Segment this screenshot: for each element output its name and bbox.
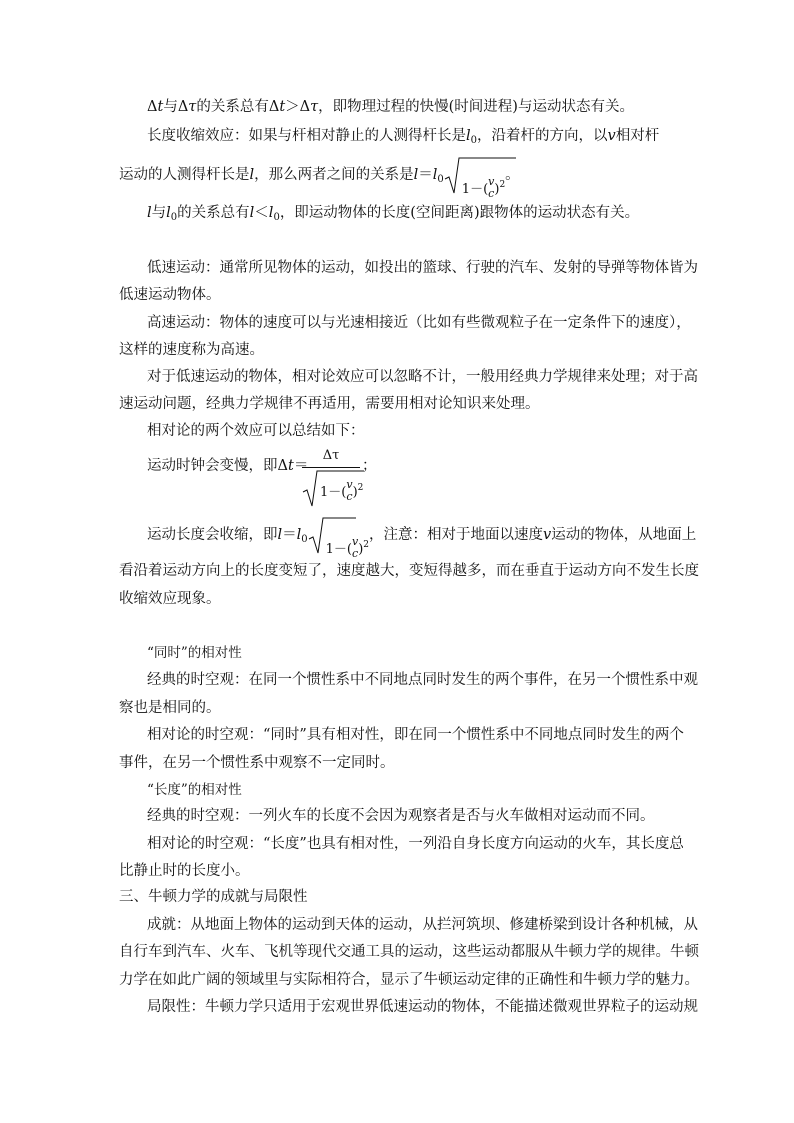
- paragraph-relativistic-length-cont: 比静止时的长度小。: [119, 863, 250, 879]
- var-l: l: [413, 167, 419, 183]
- var-t: t: [287, 458, 294, 474]
- paragraph-relativistic-length: 相对论的时空观：“长度”也具有相对性，一列沿自身长度方向运动的火车，其长度总: [147, 836, 684, 852]
- text-group: [147, 456, 308, 476]
- paragraph-limitations: 局限性：牛顿力学只适用于宏观世界低速运动的物体，不能描述微观世界粒子的运动规: [147, 999, 698, 1015]
- text: 与: [163, 99, 178, 115]
- denominator: c: [352, 546, 359, 560]
- sqrt-formula: [444, 155, 506, 200]
- radical-sign: [308, 515, 359, 555]
- text: Δ: [268, 99, 280, 115]
- v-over-c: [352, 536, 358, 560]
- text: ): [358, 542, 364, 557]
- text: ，沿着杆的方向，以: [477, 128, 608, 144]
- var-l: l: [466, 128, 471, 144]
- var-v: v: [607, 128, 616, 144]
- text: 运动长度会收缩，即: [147, 527, 278, 543]
- var-l: l: [277, 527, 283, 543]
- text: 相对杆: [615, 128, 660, 144]
- text: ＞: [285, 99, 300, 115]
- text: 运动的物体，从地面上: [551, 527, 697, 543]
- sqrt-formula: [308, 515, 370, 560]
- text: Δ: [177, 99, 189, 115]
- text: ，注意：相对于地面以速度: [369, 527, 544, 543]
- paragraph-low-speed-cont: 低速运动物体。: [119, 287, 221, 303]
- text: Δ: [299, 99, 311, 115]
- paragraph-achievements-cont: 自行车到汽车、火车、飞机等现代交通工具的运动，这些运动都服从牛顿力学的规律。牛顿: [119, 944, 699, 960]
- numerator: v: [346, 477, 353, 491]
- var-l: l: [249, 205, 255, 221]
- text: 与: [151, 205, 167, 221]
- numerator: v: [352, 534, 359, 548]
- text: ＜: [254, 205, 269, 221]
- text: 长度收缩效应：如果与杆相对静止的人测得杆长是: [147, 128, 466, 144]
- text: ＝: [282, 527, 297, 543]
- text: ，即物理过程的快慢(时间进程)与运动状态有关。: [318, 99, 634, 115]
- heading-length: “长度”的相对性: [147, 782, 242, 798]
- subscript: 0: [170, 212, 178, 223]
- heading-simultaneity: “同时”的相对性: [147, 645, 242, 661]
- paragraph-classical-simultaneity-cont: 察也是相同的。: [119, 700, 221, 716]
- text: 运动的人测得杆长是: [119, 167, 250, 183]
- v-over-c: [346, 479, 352, 503]
- text: 。: [505, 167, 520, 183]
- paragraph-two-effects: 相对论的两个效应可以总结如下：: [147, 423, 365, 439]
- var-l: l: [268, 205, 274, 221]
- paragraph-length-contraction-formula: [147, 515, 697, 560]
- paragraph-achievements-end: 力学在如此广阔的领域里与实际相符合，显示了牛顿运动定律的正确性和牛顿力学的魅力。: [119, 972, 699, 988]
- var-l: l: [147, 205, 152, 221]
- var-t: t: [157, 99, 164, 115]
- numerator: v: [488, 174, 495, 188]
- paragraph-length-note-cont: 看沿着运动方向上的长度变短了，速度越大，变短得越多，而在垂直于运动方向不发生长度: [119, 563, 699, 579]
- paragraph-relativistic-simultaneity: 相对论的时空观：“同时”具有相对性，即在同一个惯性系中不同地点同时发生的两个: [147, 727, 684, 743]
- text: Δ: [277, 458, 288, 474]
- text: 1－(: [461, 182, 489, 197]
- section-heading-newton: 三、牛顿力学的成就与局限性: [119, 889, 308, 905]
- superscript: 2: [363, 540, 370, 550]
- radical-sign: [444, 155, 516, 195]
- paragraph-relativity-effects: 对于低速运动的物体，相对论效应可以忽略不计，一般用经典力学规律来处理；对于高: [147, 369, 698, 385]
- var-t: t: [279, 99, 286, 115]
- var-v: v: [543, 527, 552, 543]
- text: ；: [362, 458, 377, 474]
- subscript: 0: [437, 174, 444, 185]
- sqrt-formula: [302, 468, 363, 508]
- text: ＝: [293, 458, 309, 474]
- var-tau: τ: [310, 99, 319, 115]
- var-l: l: [249, 167, 255, 183]
- subscript: 0: [273, 212, 280, 223]
- text: 的关系总有: [177, 205, 250, 221]
- text: ): [494, 182, 500, 197]
- var-l: l: [432, 167, 438, 183]
- paragraph-length-formula: [119, 155, 520, 200]
- paragraph-relativistic-simultaneity-cont: 事件，在另一个惯性系中观察不一定同时。: [119, 755, 395, 771]
- text: Δ: [147, 99, 158, 115]
- var-l: l: [296, 527, 302, 543]
- v-over-c: [488, 176, 494, 200]
- superscript: 2: [499, 180, 506, 190]
- paragraph-length-note-end: 收缩效应现象。: [119, 591, 221, 607]
- text: 1－(: [320, 485, 347, 500]
- text: 运动时钟会变慢，即: [147, 458, 278, 474]
- fraction-numerator: Δτ: [322, 448, 340, 463]
- paragraph-length-contraction: [147, 126, 659, 151]
- paragraph-high-speed: 高速运动：物体的速度可以与光速相接近（比如有些微观粒子在一定条件下的速度），: [147, 315, 691, 331]
- paragraph-classical-length: 经典的时空观：一列火车的长度不会因为观察者是否与火车做相对运动而不同。: [147, 808, 655, 824]
- paragraph-relativity-effects-cont: 速运动问题，经典力学规律不再适用，需要用相对论知识来处理。: [119, 396, 540, 412]
- text: ): [352, 485, 358, 500]
- subscript: 0: [301, 534, 308, 545]
- text: ，即运动物体的长度(空间距离)跟物体的运动状态有关。: [279, 205, 640, 221]
- text: 1－(: [325, 542, 352, 557]
- paragraph-achievements: 成就：从地面上物体的运动到天体的运动，从拦河筑坝、修建桥梁到设计各种机械，从: [147, 917, 698, 933]
- superscript: 2: [357, 483, 364, 493]
- paragraph-time-relation: [147, 97, 634, 117]
- text: 的关系总有: [196, 99, 269, 115]
- var-tau: τ: [188, 99, 197, 115]
- text: ，那么两者之间的关系是: [254, 167, 414, 183]
- paragraph-classical-simultaneity: 经典的时空观：在同一个惯性系中不同地点同时发生的两个事件，在另一个惯性系中观: [147, 672, 698, 688]
- paragraph-low-speed: 低速运动：通常所见物体的运动，如投出的篮球、行驶的汽车、发射的导弹等物体皆为: [147, 260, 698, 276]
- paragraph-high-speed-cont: 这样的速度称为高速。: [119, 342, 264, 358]
- denominator: c: [346, 489, 353, 503]
- radical-sign: [302, 468, 364, 508]
- denominator: c: [488, 186, 495, 200]
- paragraph-length-relation: [147, 203, 639, 228]
- text: ＝: [418, 167, 433, 183]
- subscript: 0: [470, 135, 478, 146]
- var-l: l: [166, 205, 171, 221]
